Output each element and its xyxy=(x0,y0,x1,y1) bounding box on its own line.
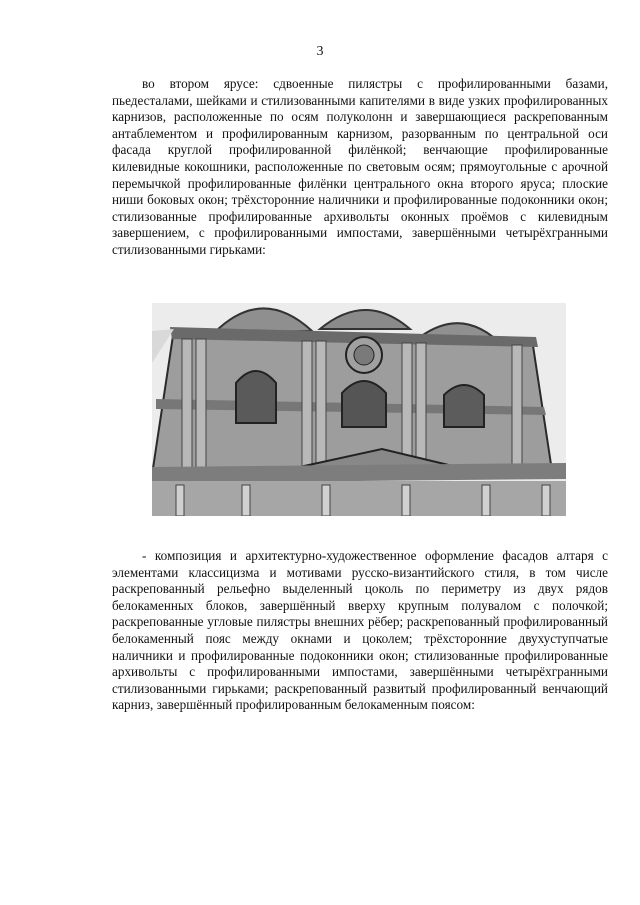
paragraph-altar-facades: - композиция и архитектурно-художественное оформление фасадов алтаря с элементами классицизма и мотивами русско-византийского стиля, в том числе раскрепованный рельефно выделенный цоколь по периметру из двух рядов белокаменных блоков, завершённый вверху крупным полувалом с полочкой; раскрепованные угловые пилястры внешних рёбер; раскрепованный профилированный белокаменный пояс между окнами и цоколем; трёхсторонние двухуступчатые наличники и профилированные подоконники окон; стилизованные профилированные архивольты с профилированными импостами, завершёнными четырёхгранными стилизованными гирьками; раскрепованный развитый профилированный венчающий карниз, завершённый профилированным белокаменным поясом: xyxy=(112,548,608,713)
paragraph-second-tier: во втором ярусе: сдвоенные пилястры с профилированными базами, пьедесталами, шейками и стилизованными капителями в виде узких профилированных карнизов, расположенные по осям полуколонн и завершающиеся раскрепованным антаблементом и профилированным карнизом, разорванным по центральной оси фасада круглой профилированной филёнкой; венчающие профилированные килевидные кокошники, расположенные по световым осям; прямоугольные с арочной перемычкой профилированные филёнки центрального окна второго яруса; плоские ниши боковых окон; трёхсторонние наличники и профилированные подоконники окон; стилизованные профилированные архивольты оконных проёмов с килевидным завершением, с профилированными импостами, завершёнными четырёхгранными стилизованными гирьками: xyxy=(112,76,608,257)
facade-photo xyxy=(152,303,566,516)
page-number: 3 xyxy=(316,44,324,59)
